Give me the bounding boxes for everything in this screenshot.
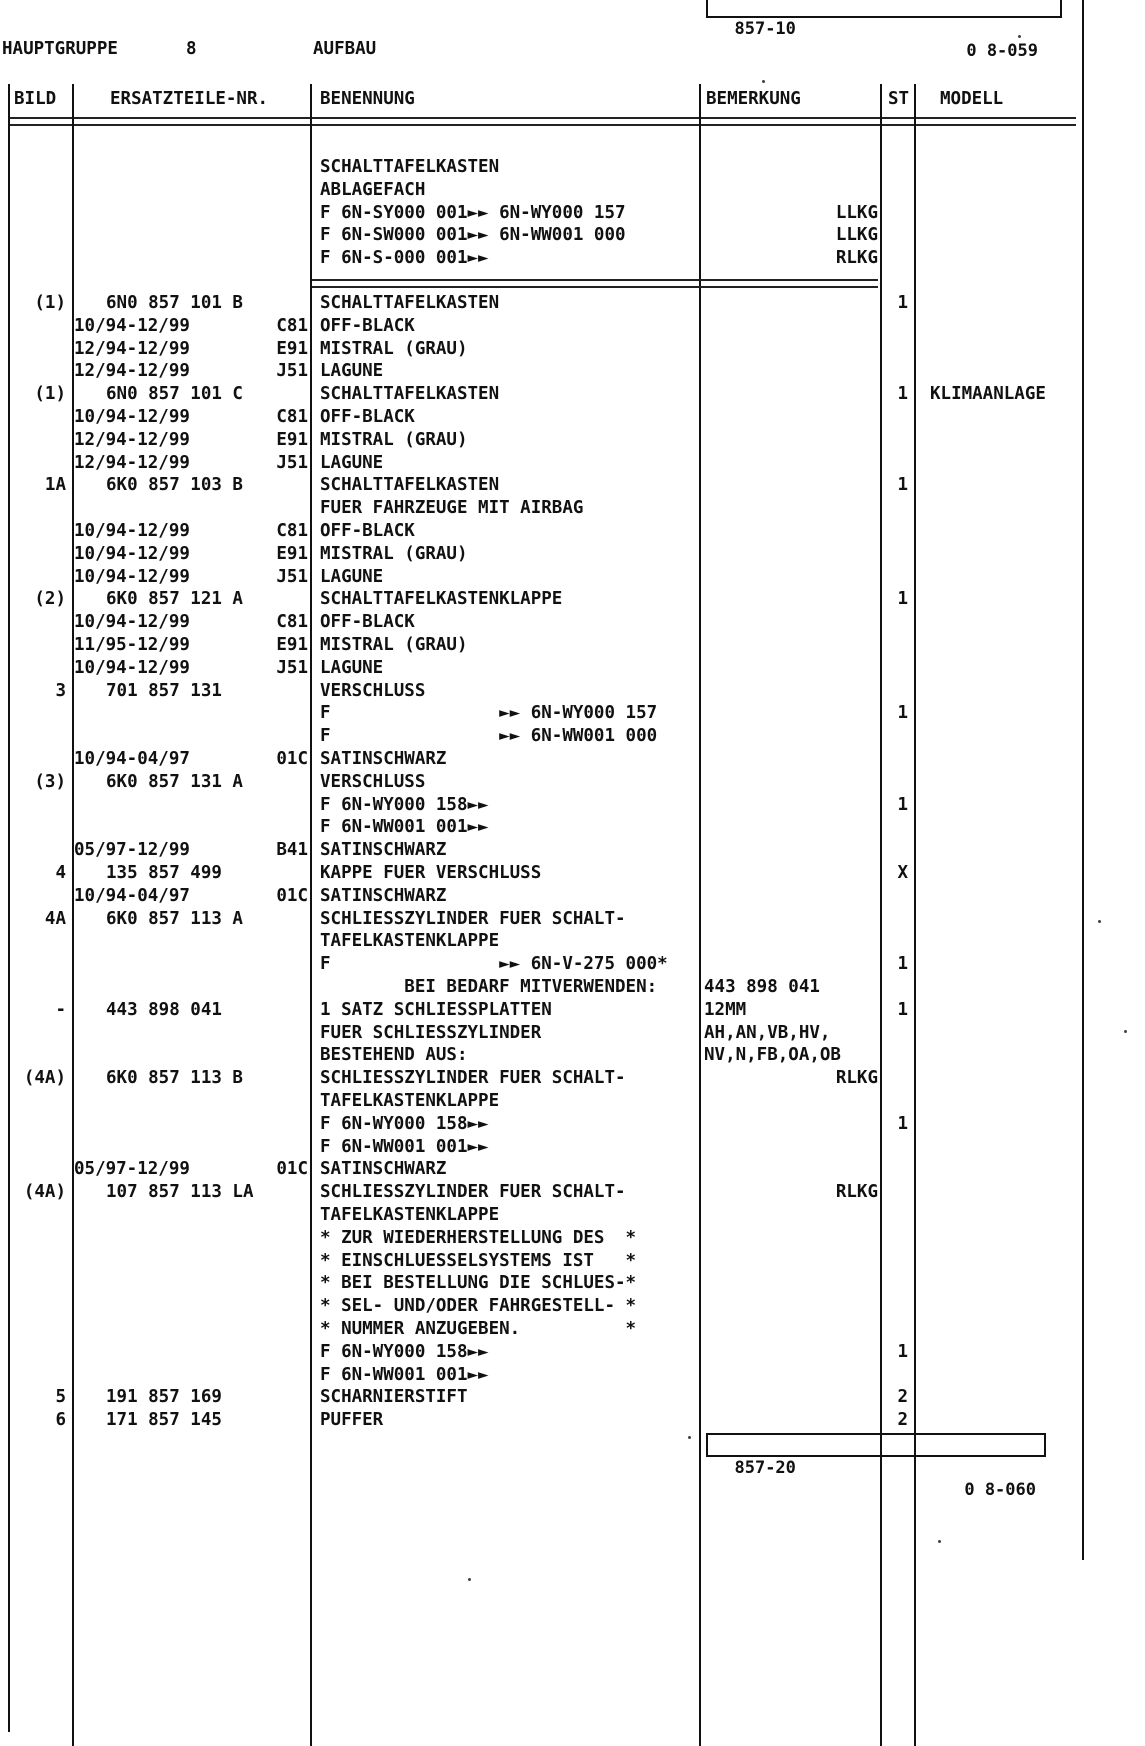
col-line-name [310, 84, 312, 1746]
row-date-range: 12/94-12/99 [74, 452, 190, 473]
row-color-code: C81 [276, 521, 308, 541]
col-line-qty [880, 84, 882, 1746]
row-color-code: 01C [276, 885, 308, 906]
col-header-model: MODELL [940, 89, 1004, 109]
row-color-code: 01C [276, 1159, 308, 1180]
col-header-bild: BILD [14, 89, 57, 109]
row-color-code: B41 [276, 840, 308, 861]
col-line-model [914, 84, 916, 1746]
row-bild: (4A) [23, 1182, 66, 1203]
row-part-number: 701 857 131 [106, 680, 222, 701]
row-bild: (1) [34, 293, 66, 313]
footer-ref-right: 0 8-060 [964, 1480, 1036, 1500]
footer-reference-box [706, 1433, 1046, 1500]
row-part-number: 6K0 857 113 A [106, 908, 243, 929]
scan-speck [468, 1578, 471, 1581]
row-date-range: 05/97-12/99 [74, 840, 190, 861]
row-date-range: 10/94-12/99 [74, 612, 190, 633]
row-name: SCHALTTAFELKASTEN [320, 384, 500, 405]
row-part-number: 6N0 857 101 C [106, 384, 243, 405]
row-name: FUER FAHRZEUGE MIT AIRBAG [320, 498, 584, 519]
row-qty: 1 [897, 703, 908, 724]
row-name: TAFELKASTENKLAPPE [320, 931, 500, 952]
main-group-title: AUFBAU [313, 39, 377, 59]
row-name: OFF-BLACK [320, 407, 415, 427]
row-name: SCHALTTAFELKASTENKLAPPE [320, 589, 563, 610]
row-date-range: 12/94-12/99 [74, 429, 190, 450]
row-qty: 1 [897, 1113, 908, 1134]
col-header-part-no: ERSATZTEILE-NR. [110, 89, 269, 109]
row-date-range: 10/94-04/97 [74, 749, 190, 769]
row-part-number: 135 857 499 [106, 863, 222, 883]
scan-speck [1018, 35, 1021, 38]
row-qty: 1 [897, 954, 908, 975]
row-remark: 443 898 041 [704, 977, 820, 997]
intro-name: F 6N-SY000 001►► 6N-WY000 157 [320, 202, 626, 223]
top-ref-right: 0 8-059 [966, 41, 1038, 61]
row-qty: X [897, 863, 908, 883]
row-part-number: 6K0 857 121 A [106, 589, 243, 610]
row-model: KLIMAANLAGE [930, 384, 1046, 405]
row-date-range: 12/94-12/99 [74, 361, 190, 382]
row-name: SATINSCHWARZ [320, 1159, 447, 1180]
row-date-range: 10/94-12/99 [74, 543, 190, 564]
main-group-number: 8 [186, 39, 197, 59]
top-reference-box [706, 0, 1062, 61]
row-color-code: 01C [276, 749, 308, 769]
row-date-range: 11/95-12/99 [74, 635, 190, 655]
row-name: VERSCHLUSS [320, 771, 426, 792]
row-qty: 1 [897, 1341, 908, 1362]
row-color-code: C81 [276, 407, 308, 427]
intro-remark: LLKG [835, 225, 878, 246]
row-part-number: 6K0 857 103 B [106, 475, 243, 496]
row-bild: 4 [55, 863, 66, 883]
row-part-number: 171 857 145 [106, 1410, 222, 1431]
row-color-code: E91 [276, 635, 308, 655]
row-name: SCHLIESSZYLINDER FUER SCHALT- [320, 1068, 626, 1089]
row-date-range: 05/97-12/99 [74, 1159, 190, 1180]
row-name: OFF-BLACK [320, 521, 415, 541]
row-name: F ►► 6N-V-275 000* [320, 954, 668, 975]
row-qty: 2 [897, 1410, 908, 1431]
row-name: SCHALTTAFELKASTEN [320, 475, 500, 496]
scan-speck [938, 1540, 941, 1543]
row-name: F 6N-WY000 158►► [320, 1341, 489, 1362]
row-name: KAPPE FUER VERSCHLUSS [320, 863, 542, 883]
row-bild: 3 [55, 680, 66, 701]
intro-name: SCHALTTAFELKASTEN [320, 157, 500, 177]
row-name: * ZUR WIEDERHERSTELLUNG DES * [320, 1227, 637, 1248]
row-part-number: 6N0 857 101 B [106, 293, 243, 313]
row-qty: 1 [897, 589, 908, 610]
row-qty: 2 [897, 1387, 908, 1408]
row-name: F ►► 6N-WY000 157 [320, 703, 658, 724]
top-ref-left: 857-10 [734, 19, 796, 39]
row-color-code: E91 [276, 543, 308, 564]
footer-ref-left: 857-20 [734, 1458, 796, 1478]
row-part-number: 107 857 113 LA [106, 1182, 254, 1203]
row-color-code: C81 [276, 315, 308, 336]
row-name: F 6N-WW001 001►► [320, 1136, 489, 1157]
row-name: LAGUNE [320, 452, 384, 473]
row-name: F 6N-WY000 158►► [320, 1113, 489, 1134]
row-name: F ►► 6N-WW001 000 [320, 726, 658, 747]
page-right-edge [1082, 0, 1084, 1560]
row-date-range: 10/94-12/99 [74, 566, 190, 587]
row-remark: 12MM [704, 999, 747, 1020]
row-qty: 1 [897, 999, 908, 1020]
row-part-number: 191 857 169 [106, 1387, 222, 1408]
row-bild: (3) [34, 771, 66, 792]
row-bild: 4A [44, 908, 66, 929]
row-bild: - [55, 999, 66, 1020]
row-qty: 1 [897, 475, 908, 496]
row-color-code: J51 [276, 657, 308, 678]
row-name: * BEI BESTELLUNG DIE SCHLUES-* [320, 1273, 637, 1294]
scan-speck [1124, 1030, 1127, 1033]
row-color-code: J51 [276, 566, 308, 587]
row-name: SCHARNIERSTIFT [320, 1387, 468, 1408]
row-name: OFF-BLACK [320, 612, 415, 633]
intro-name: F 6N-S-000 001►► [320, 248, 489, 269]
row-name: MISTRAL (GRAU) [320, 543, 468, 564]
col-header-qty: ST [888, 89, 910, 109]
row-name: TAFELKASTENKLAPPE [320, 1091, 500, 1111]
row-date-range: 10/94-04/97 [74, 885, 190, 906]
scan-speck [762, 80, 765, 83]
row-date-range: 12/94-12/99 [74, 338, 190, 359]
row-name: VERSCHLUSS [320, 680, 426, 701]
row-name: 1 SATZ SCHLIESSPLATTEN [320, 999, 552, 1020]
row-color-code: J51 [276, 361, 308, 382]
row-date-range: 10/94-12/99 [74, 315, 190, 336]
row-qty: 1 [897, 293, 908, 313]
row-qty: 1 [897, 384, 908, 405]
row-name: * SEL- UND/ODER FAHRGESTELL- * [320, 1296, 637, 1317]
row-name: SATINSCHWARZ [320, 840, 447, 861]
row-remark: RLKG [835, 1068, 878, 1089]
row-bild: (2) [34, 589, 66, 610]
row-name: MISTRAL (GRAU) [320, 429, 468, 450]
row-bild: 6 [55, 1410, 66, 1431]
row-bild: (1) [34, 384, 66, 405]
scan-speck [688, 1436, 691, 1439]
row-name: LAGUNE [320, 657, 384, 678]
col-header-name: BENENNUNG [320, 89, 415, 109]
col-line-remark [699, 84, 701, 1746]
intro-remark: RLKG [835, 248, 878, 269]
row-name: F 6N-WW001 001►► [320, 1364, 489, 1385]
intro-name: F 6N-SW000 001►► 6N-WW001 000 [320, 225, 626, 246]
intro-remark: LLKG [835, 202, 878, 223]
scan-speck [1098, 920, 1101, 923]
row-color-code: J51 [276, 452, 308, 473]
row-remark: RLKG [835, 1182, 878, 1203]
row-name: TAFELKASTENKLAPPE [320, 1205, 500, 1225]
row-color-code: E91 [276, 338, 308, 359]
row-remark: NV,N,FB,OA,OB [704, 1045, 841, 1066]
row-name: F 6N-WW001 001►► [320, 817, 489, 838]
row-date-range: 10/94-12/99 [74, 657, 190, 678]
row-bild: (4A) [23, 1068, 66, 1089]
row-name: LAGUNE [320, 566, 384, 587]
intro-rule [312, 279, 878, 288]
row-part-number: 443 898 041 [106, 999, 222, 1020]
row-name: FUER SCHLIESSZYLINDER [320, 1022, 542, 1043]
row-part-number: 6K0 857 113 B [106, 1068, 243, 1089]
row-color-code: E91 [276, 429, 308, 450]
row-bild: 1A [44, 475, 66, 496]
row-qty: 1 [897, 794, 908, 815]
row-name: MISTRAL (GRAU) [320, 635, 468, 655]
row-date-range: 10/94-12/99 [74, 521, 190, 541]
row-name: * EINSCHLUESSELSYSTEMS IST * [320, 1250, 637, 1271]
row-name: LAGUNE [320, 361, 384, 382]
row-date-range: 10/94-12/99 [74, 407, 190, 427]
row-name: SCHLIESSZYLINDER FUER SCHALT- [320, 908, 626, 929]
intro-name: ABLAGEFACH [320, 179, 426, 200]
row-name: MISTRAL (GRAU) [320, 338, 468, 359]
row-name: F 6N-WY000 158►► [320, 794, 489, 815]
row-name: * NUMMER ANZUGEBEN. * [320, 1319, 637, 1339]
row-remark: AH,AN,VB,HV, [704, 1022, 831, 1043]
row-name: SATINSCHWARZ [320, 749, 447, 769]
row-name: OFF-BLACK [320, 315, 415, 336]
row-bild: 5 [55, 1387, 66, 1408]
row-name: BESTEHEND AUS: [320, 1045, 468, 1066]
row-color-code: C81 [276, 612, 308, 633]
row-name: SCHALTTAFELKASTEN [320, 293, 500, 313]
col-header-remark: BEMERKUNG [706, 89, 801, 109]
row-name: SCHLIESSZYLINDER FUER SCHALT- [320, 1182, 626, 1203]
row-name: PUFFER [320, 1410, 384, 1431]
main-group-label: HAUPTGRUPPE [2, 39, 118, 59]
row-name: BEI BEDARF MITVERWENDEN: [320, 977, 658, 997]
row-name: SATINSCHWARZ [320, 885, 447, 906]
row-part-number: 6K0 857 131 A [106, 771, 243, 792]
